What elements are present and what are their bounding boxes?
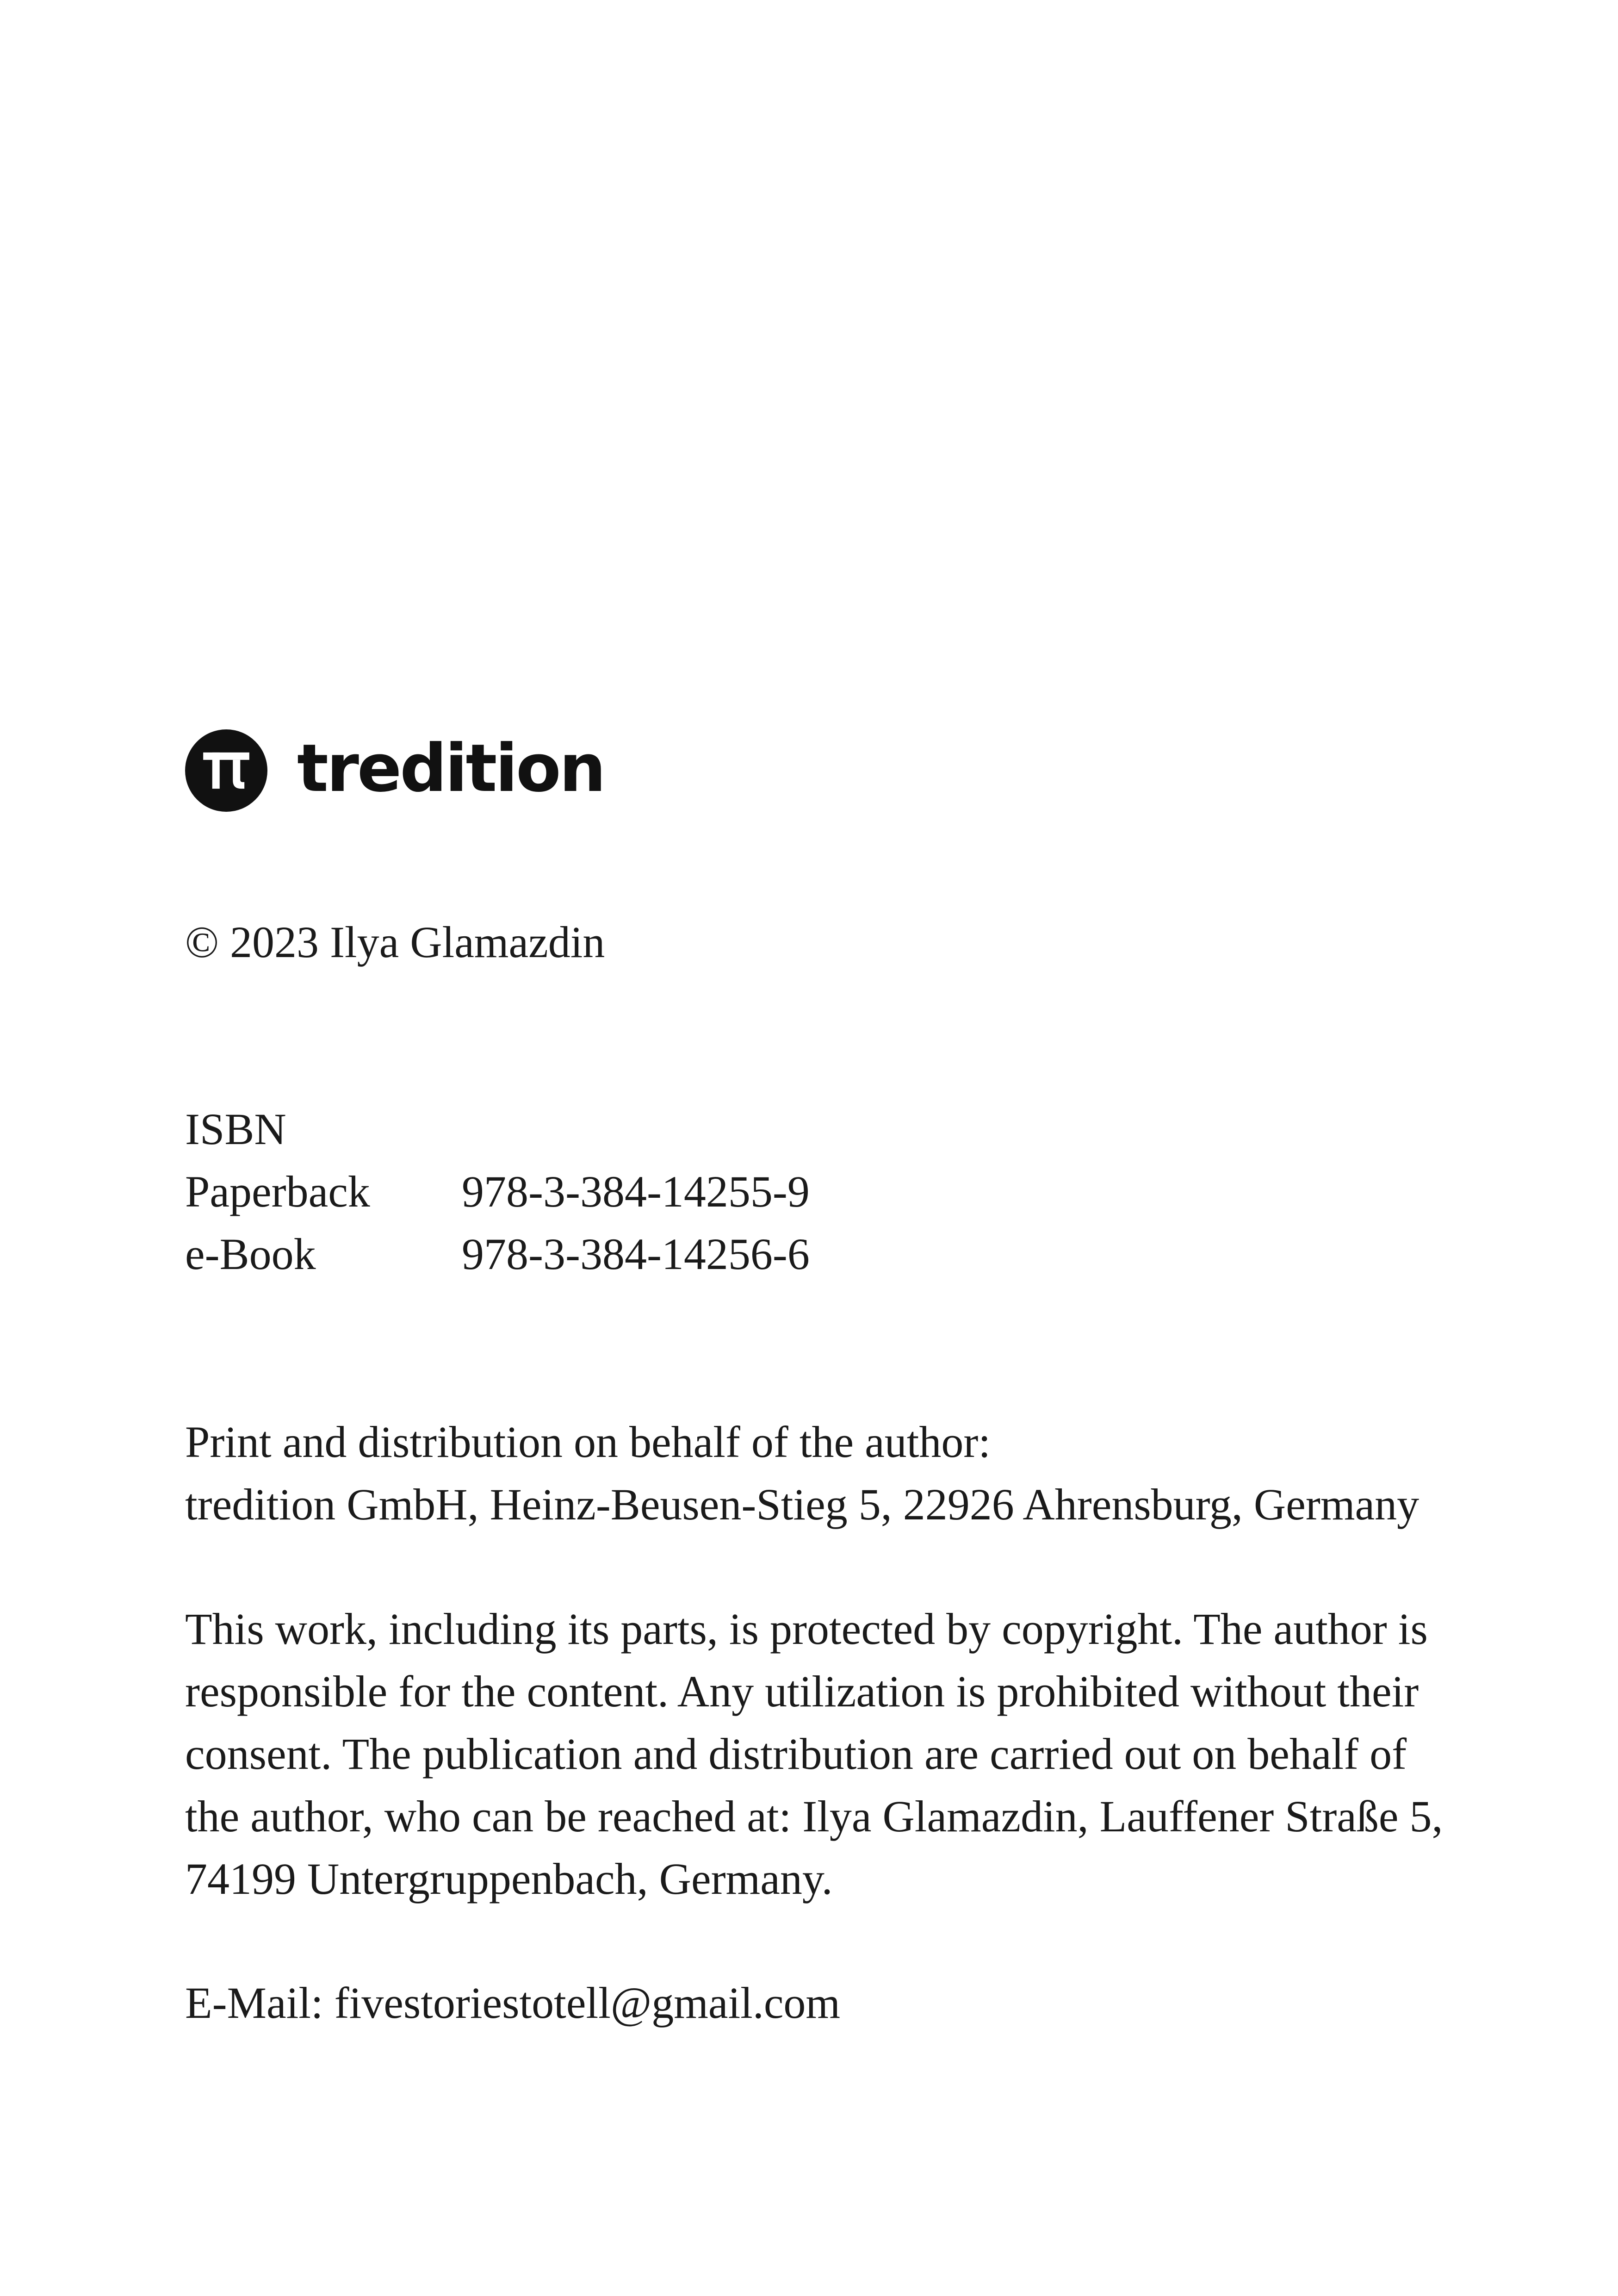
- isbn-number: 978-3-384-14256-6: [462, 1229, 810, 1279]
- isbn-row-paperback: [185, 1160, 810, 1223]
- statement-line: consent. The publication and distribution are carried out on behalf of: [185, 1729, 1407, 1779]
- statement-line: This work, including its parts, is protected by copyright. The author is: [185, 1604, 1428, 1654]
- copyright-notice: © 2023 Ilya Glamazdin: [185, 917, 605, 967]
- print-distribution-label: Print and distribution on behalf of the author:: [185, 1417, 991, 1467]
- statement-line: responsible for the content. Any utilization is prohibited without their: [185, 1667, 1419, 1716]
- logo-wordmark: tredition: [297, 730, 604, 807]
- isbn-heading: ISBN: [185, 1104, 286, 1154]
- contact-email: E-Mail: fivestoriestotell@gmail.com: [185, 1978, 841, 2028]
- publisher-address: tredition GmbH, Heinz-Beusen-Stieg 5, 22926 Ahrensburg, Germany: [185, 1480, 1420, 1529]
- copyright-statement: [185, 1598, 1444, 1910]
- isbn-format: e-Book: [185, 1229, 316, 1279]
- publisher-logo: [185, 727, 604, 815]
- isbn-format: Paperback: [185, 1167, 370, 1216]
- isbn-table: [185, 1160, 810, 1285]
- isbn-row-ebook: [185, 1223, 810, 1285]
- isbn-number: 978-3-384-14255-9: [462, 1167, 810, 1216]
- statement-line: the author, who can be reached at: Ilya Glamazdin, Lauffener Straße 5,: [185, 1792, 1443, 1841]
- tredition-logo-icon: [185, 729, 267, 812]
- statement-line: 74199 Untergruppenbach, Germany.: [185, 1854, 833, 1904]
